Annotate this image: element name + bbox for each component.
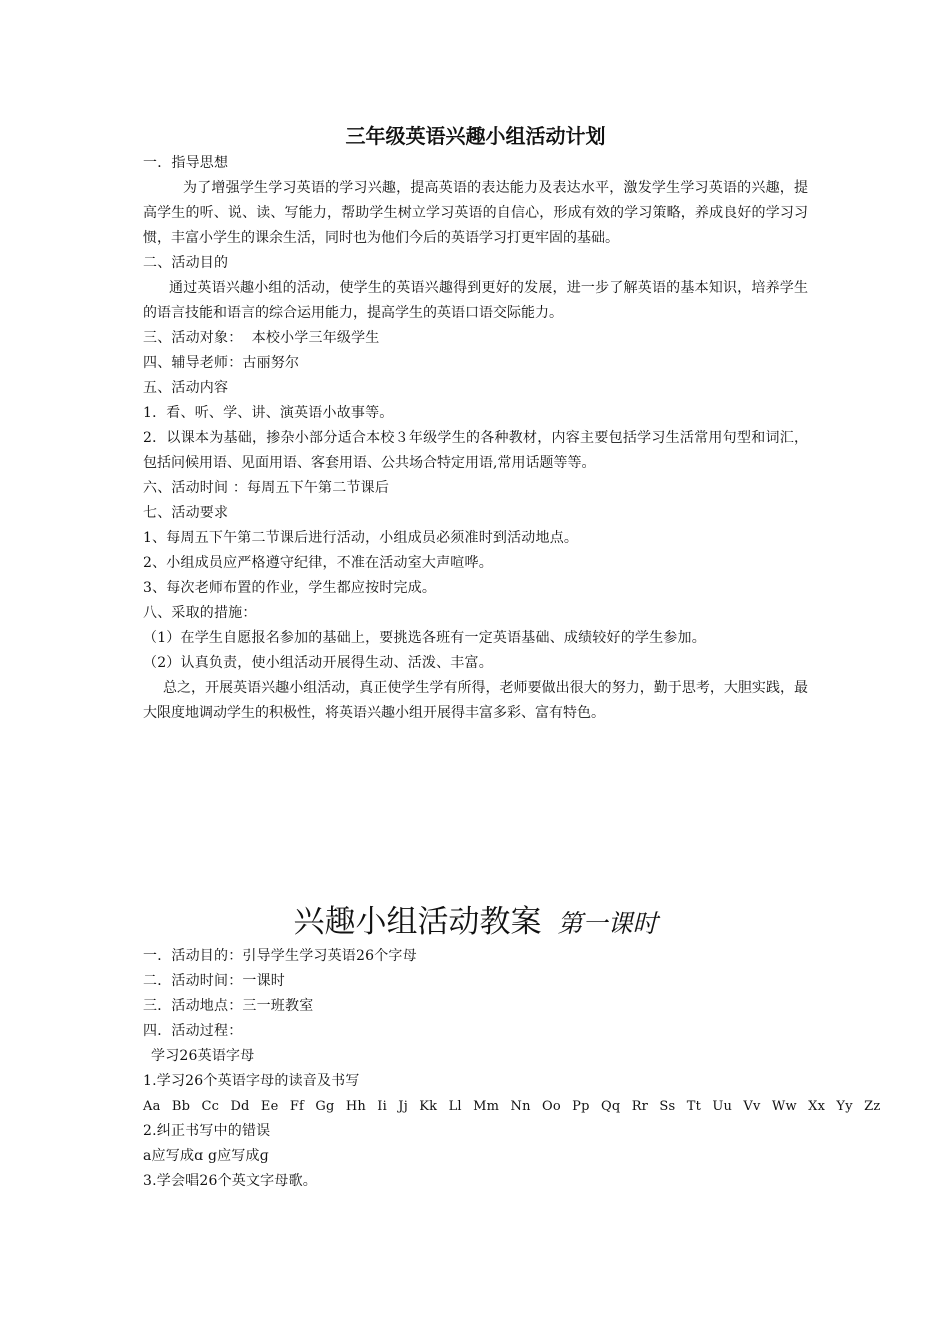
measures-heading: 八、采取的措施：: [143, 605, 257, 621]
requirements-heading: 七、活动要求: [143, 505, 229, 521]
measure-1: （1）在学生自愿报名参加的基础上，要挑选各班有一定英语基础、成绩较好的学生参加。: [143, 630, 706, 646]
content-heading: 五、活动内容: [143, 380, 229, 396]
lesson-subheading: 学习26英语字母: [151, 1048, 255, 1064]
requirement-2: 2、小组成员应严格遵守纪律，不准在活动室大声喧哗。: [143, 555, 493, 571]
goal-paragraph: 通过英语兴趣小组的活动，使学生的英语兴趣得到更好的发展，进一步了解英语的基本知识，培养学生的语言技能和语言的综合运用能力，提高学生的英语口语交际能力。: [143, 280, 808, 321]
plan-section: [143, 151, 808, 726]
lesson-process: 四．活动过程：: [143, 1023, 243, 1039]
lesson-title-period: 第一课时: [557, 909, 658, 938]
alphabet-line: Aa Bb Cc Dd Ee Ff Gg Hh Ii Jj Kk Ll Mm Nn Oo Pp Qq Rr Ss Tt Uu Vv Ww Xx Yy Zz: [143, 1099, 881, 1114]
requirement-3: 3、每次老师布置的作业，学生都应按时完成。: [143, 580, 437, 596]
lesson-time: 二．活动时间：一课时: [143, 973, 285, 989]
target-line: 三、活动对象： 本校小学三年级学生: [143, 330, 380, 346]
lesson-title-main: 兴趣小组活动教案: [293, 904, 542, 940]
summary-paragraph: 总之，开展英语兴趣小组活动，真正使学生学有所得，老师要做出很大的努力，勤于思考，大胆实践，最大限度地调动学生的积极性，将英语兴趣小组开展得丰富多彩、富有特色。: [143, 680, 808, 721]
lesson-step-3: 3.学会唱26个英文字母歌。: [143, 1173, 317, 1189]
lesson-title: [143, 898, 808, 948]
lesson-goal: 一．活动目的：引导学生学习英语26个字母: [143, 948, 417, 964]
teacher-line: 四、辅导老师：古丽努尔: [143, 355, 300, 371]
lesson-step-2: 2.纠正书写中的错误: [143, 1123, 271, 1139]
requirement-1: 1、每周五下午第二节课后进行活动，小组成员必须准时到活动地点。: [143, 530, 579, 546]
correction-line: a应写成ɑ g应写成ɡ: [143, 1148, 269, 1164]
plan-title: 三年级英语兴趣小组活动计划: [345, 124, 606, 148]
content-item-2: 2．以课本为基础，掺杂小部分适合本校３年级学生的各种教材，内容主要包括学习生活常用句型和词汇，包括问候用语、见面用语、客套用语、公共场合特定用语,常用话题等等。: [143, 430, 808, 471]
measure-2: （2）认真负责，使小组活动开展得生动、活泼、丰富。: [143, 655, 493, 671]
goal-heading: 二、活动目的: [143, 255, 229, 271]
lesson-place: 三．活动地点：三一班教室: [143, 998, 314, 1014]
lesson-section: [143, 944, 881, 1194]
lesson-step-1: 1.学习26个英语字母的读音及书写: [143, 1073, 360, 1089]
content-item-1: 1．看、听、学、讲、演英语小故事等。: [143, 405, 394, 421]
time-line: 六、活动时间 ：每周五下午第二节课后: [143, 480, 390, 496]
guiding-paragraph: 为了增强学生学习英语的学习兴趣，提高英语的表达能力及表达水平，激发学生学习英语的兴趣，提高学生的听、说、读、写能力，帮助学生树立学习英语的自信心，形成有效的学习策略，养成良好的学习习惯，丰富小学生的课余生活，同时也为他们今后的英语学习打更牢固的基础。: [143, 180, 808, 246]
guiding-heading: 一．指导思想: [143, 155, 229, 171]
